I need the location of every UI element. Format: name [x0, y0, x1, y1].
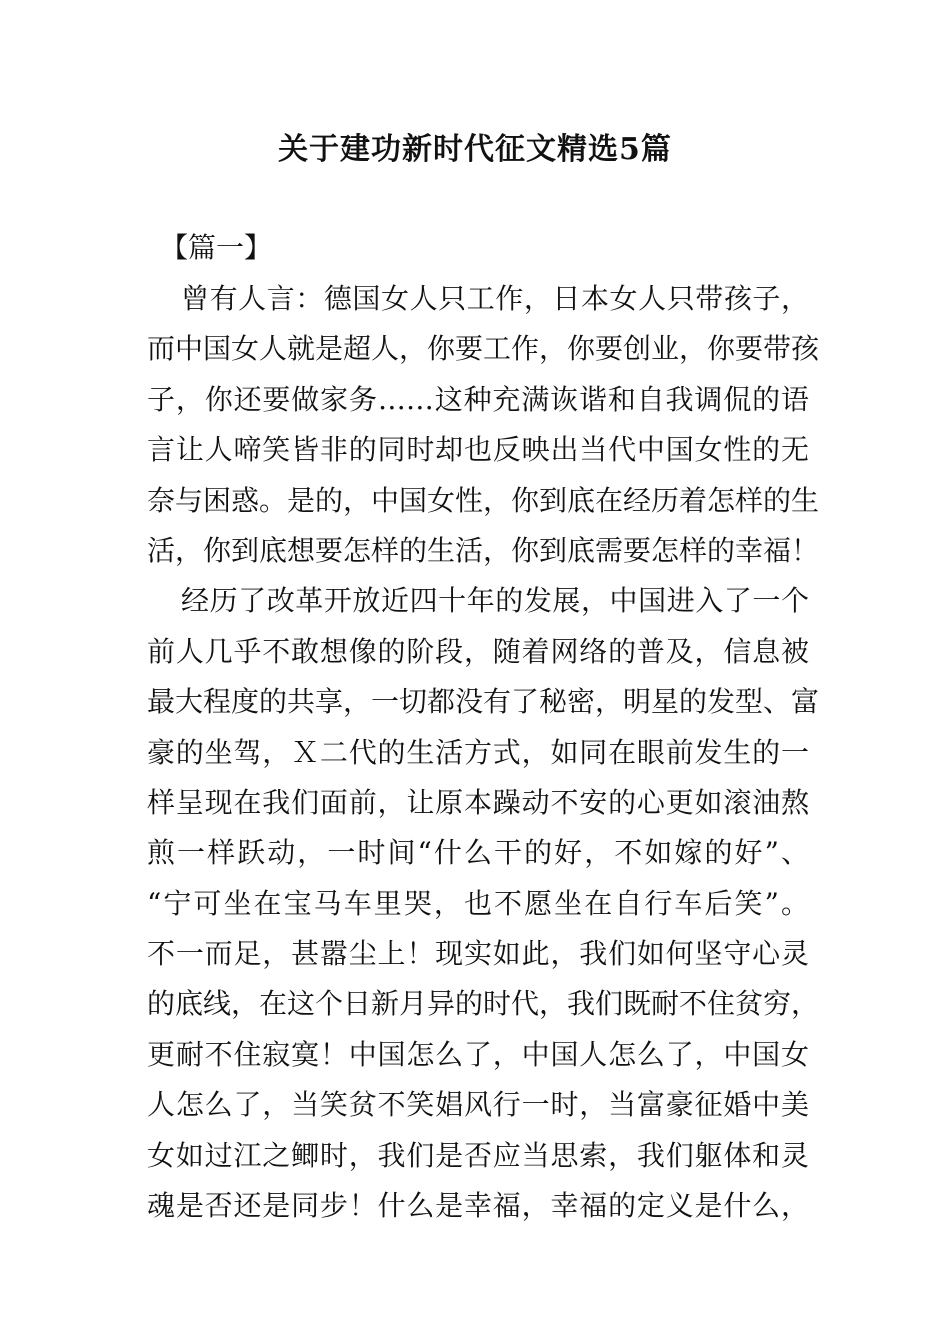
document-title: 关于建功新时代征文精选5篇 — [278, 132, 672, 167]
text-line: 前人几乎不敢想像的阶段，随着网络的普及，信息被 — [147, 634, 809, 668]
text-line: “宁可坐在宝马车里哭，也不愿坐在自行车后笑”。 — [147, 886, 809, 920]
text-line: 而中国女人就是超人，你要工作，你要创业，你要带孩 — [147, 332, 820, 366]
text-line: 最大程度的共享，一切都没有了秘密，明星的发型、富 — [147, 685, 820, 719]
text-line: 子，你还要做家务……这种充满诙谐和自我调侃的语 — [147, 382, 809, 416]
text-line: 活，你到底想要怎样的生活，你到底需要怎样的幸福！ — [147, 533, 820, 567]
text-line: 魂是否还是同步！什么是幸福，幸福的定义是什么， — [147, 1189, 809, 1223]
text-line: 女如过江之鲫时，我们是否应当思索，我们躯体和灵 — [147, 1138, 809, 1172]
text-line: 言让人啼笑皆非的同时却也反映出当代中国女性的无 — [147, 433, 809, 467]
text-line: 人怎么了，当笑贫不笑娼风行一时，当富豪征婚中美 — [147, 1088, 809, 1122]
body-text — [147, 274, 820, 1231]
text-line: 奈与困惑。是的，中国女性，你到底在经历着怎样的生 — [147, 483, 820, 517]
text-line: 的底线，在这个日新月异的时代，我们既耐不住贫穷， — [147, 987, 820, 1021]
text-line: 曾有人言：德国女人只工作，日本女人只带孩子， — [181, 282, 809, 315]
text-line: 经历了改革开放近四十年的发展，中国进入了一个 — [181, 584, 809, 618]
text-line: 煎一样跃动，一时间“什么干的好，不如嫁的好”、 — [147, 836, 809, 870]
section-label: 【篇一】 — [160, 231, 273, 264]
text-line: 豪的坐驾，Ｘ二代的生活方式，如同在眼前发生的一 — [147, 735, 809, 769]
text-line: 不一而足，甚嚣尘上！现实如此，我们如何坚守心灵 — [147, 937, 809, 971]
text-line: 样呈现在我们面前，让原本躁动不安的心更如滚油熬 — [147, 785, 809, 819]
text-line: 更耐不住寂寞！中国怎么了，中国人怎么了，中国女 — [147, 1037, 809, 1071]
